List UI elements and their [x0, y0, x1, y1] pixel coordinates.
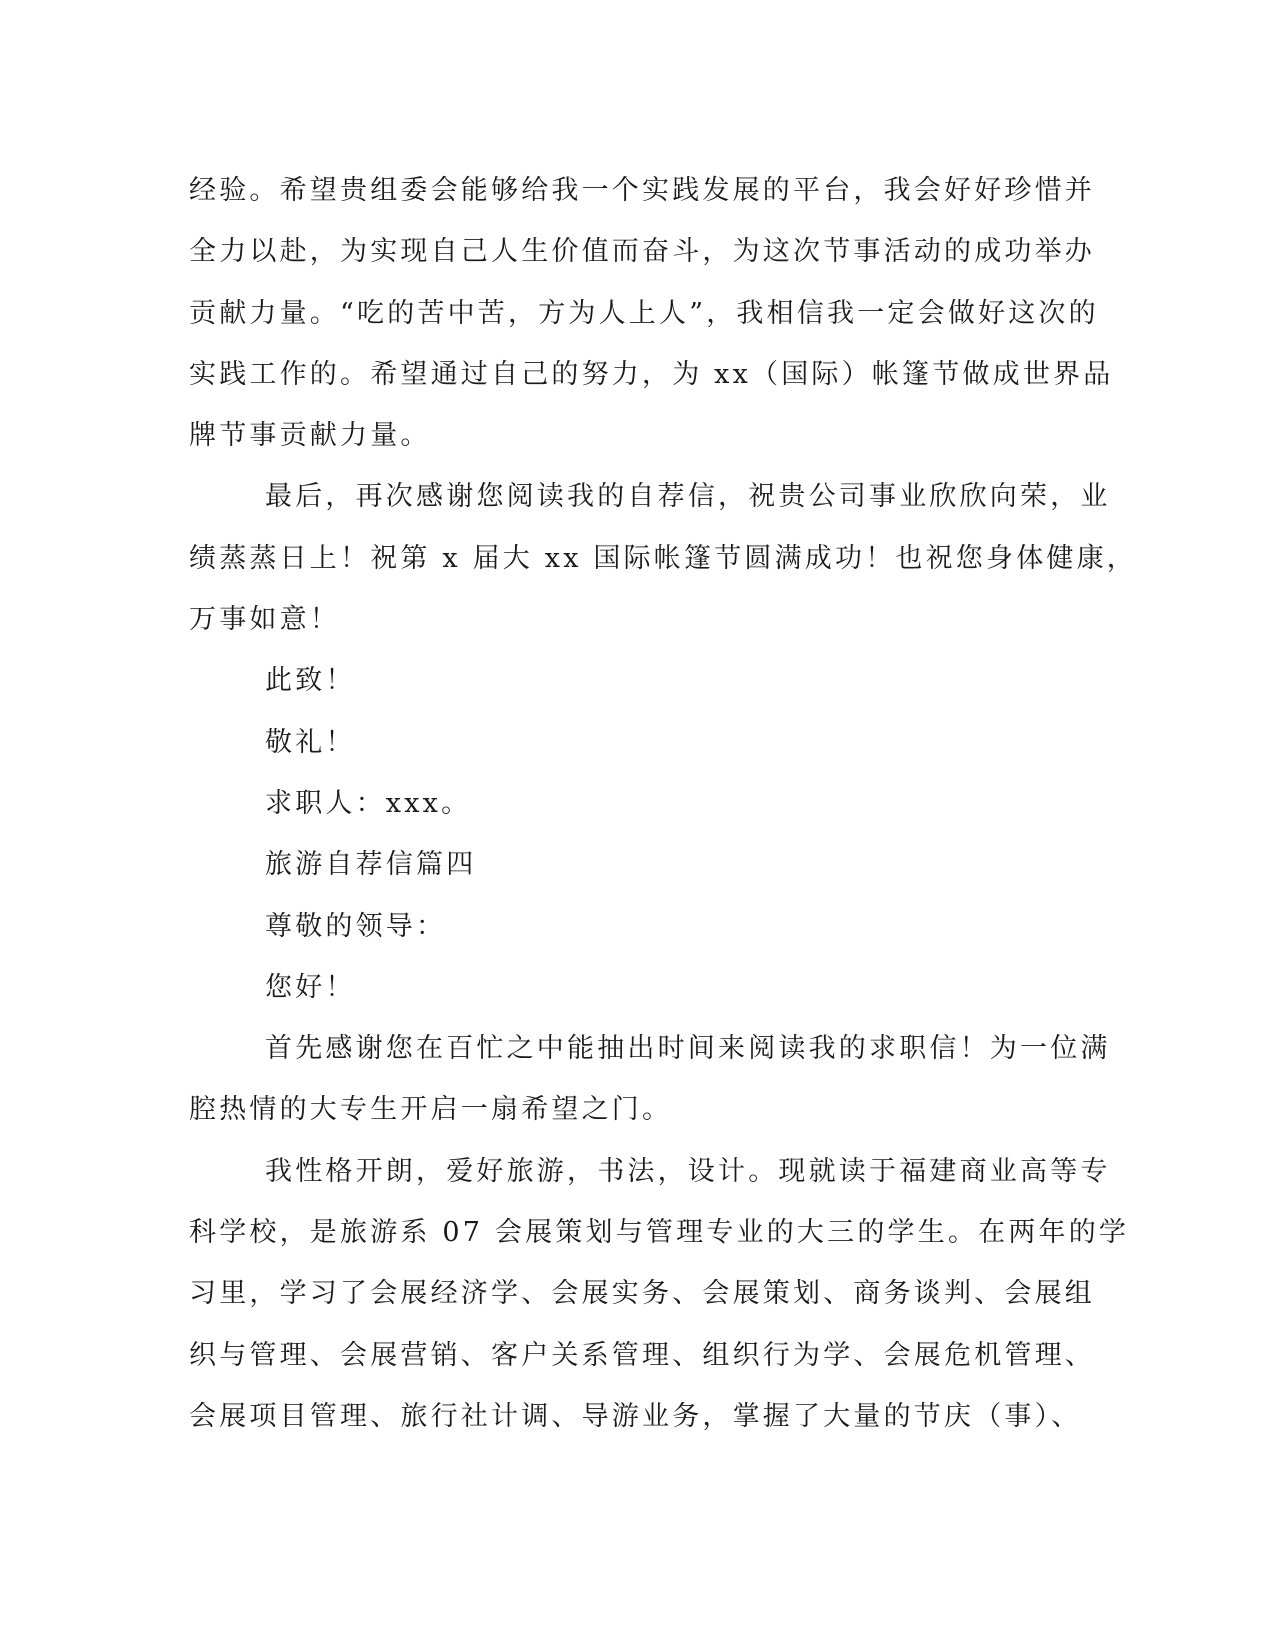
text-line: 求职人：xxx。: [265, 787, 472, 819]
text-line: 会展项目管理、旅行社计调、导游业务，掌握了大量的节庆（事）、: [189, 1400, 1082, 1432]
text-line: 您好！: [265, 971, 356, 1003]
text-line: 旅游自荐信篇四: [265, 849, 477, 881]
text-line: 牌节事贡献力量。: [189, 420, 431, 452]
text-line: 全力以赴，为实现自己人生价值而奋斗，为这次节事活动的成功举办: [189, 236, 1095, 268]
text-line: 织与管理、会展营销、客户关系管理、组织行为学、会展危机管理、: [189, 1339, 1095, 1371]
text-line: 绩蒸蒸日上！祝第 x 届大 xx 国际帐篷节圆满成功！也祝您身体健康，: [189, 542, 1138, 574]
text-line: 此致！: [265, 665, 356, 697]
text-line: 我性格开朗，爱好旅游，书法，设计。现就读于福建商业高等专: [265, 1155, 1111, 1187]
document-page: [189, 160, 1138, 1447]
text-line: 最后，再次感谢您阅读我的自荐信，祝贵公司事业欣欣向荣，业: [265, 481, 1111, 513]
text-line: 腔热情的大专生开启一扇希望之门。: [189, 1094, 673, 1126]
text-line: 万事如意！: [189, 604, 340, 636]
text-line: 经验。希望贵组委会能够给我一个实践发展的平台，我会好好珍惜并: [189, 175, 1095, 206]
text-line: 实践工作的。希望通过自己的努力，为 xx（国际）帐篷节做成世界品: [189, 358, 1114, 390]
text-line: 首先感谢您在百忙之中能抽出时间来阅读我的求职信！为一位满: [265, 1033, 1111, 1065]
text-line: 尊敬的领导：: [265, 910, 447, 942]
text-line: 习里，学习了会展经济学、会展实务、会展策划、商务谈判、会展组: [189, 1278, 1095, 1310]
text-line: 科学校，是旅游系 07 会展策划与管理专业的大三的学生。在两年的学: [189, 1217, 1130, 1249]
text-line: 贡献力量。“吃的苦中苦，方为人上人”，我相信我一定会做好这次的: [189, 297, 1099, 329]
text-line: 敬礼！: [265, 726, 356, 758]
